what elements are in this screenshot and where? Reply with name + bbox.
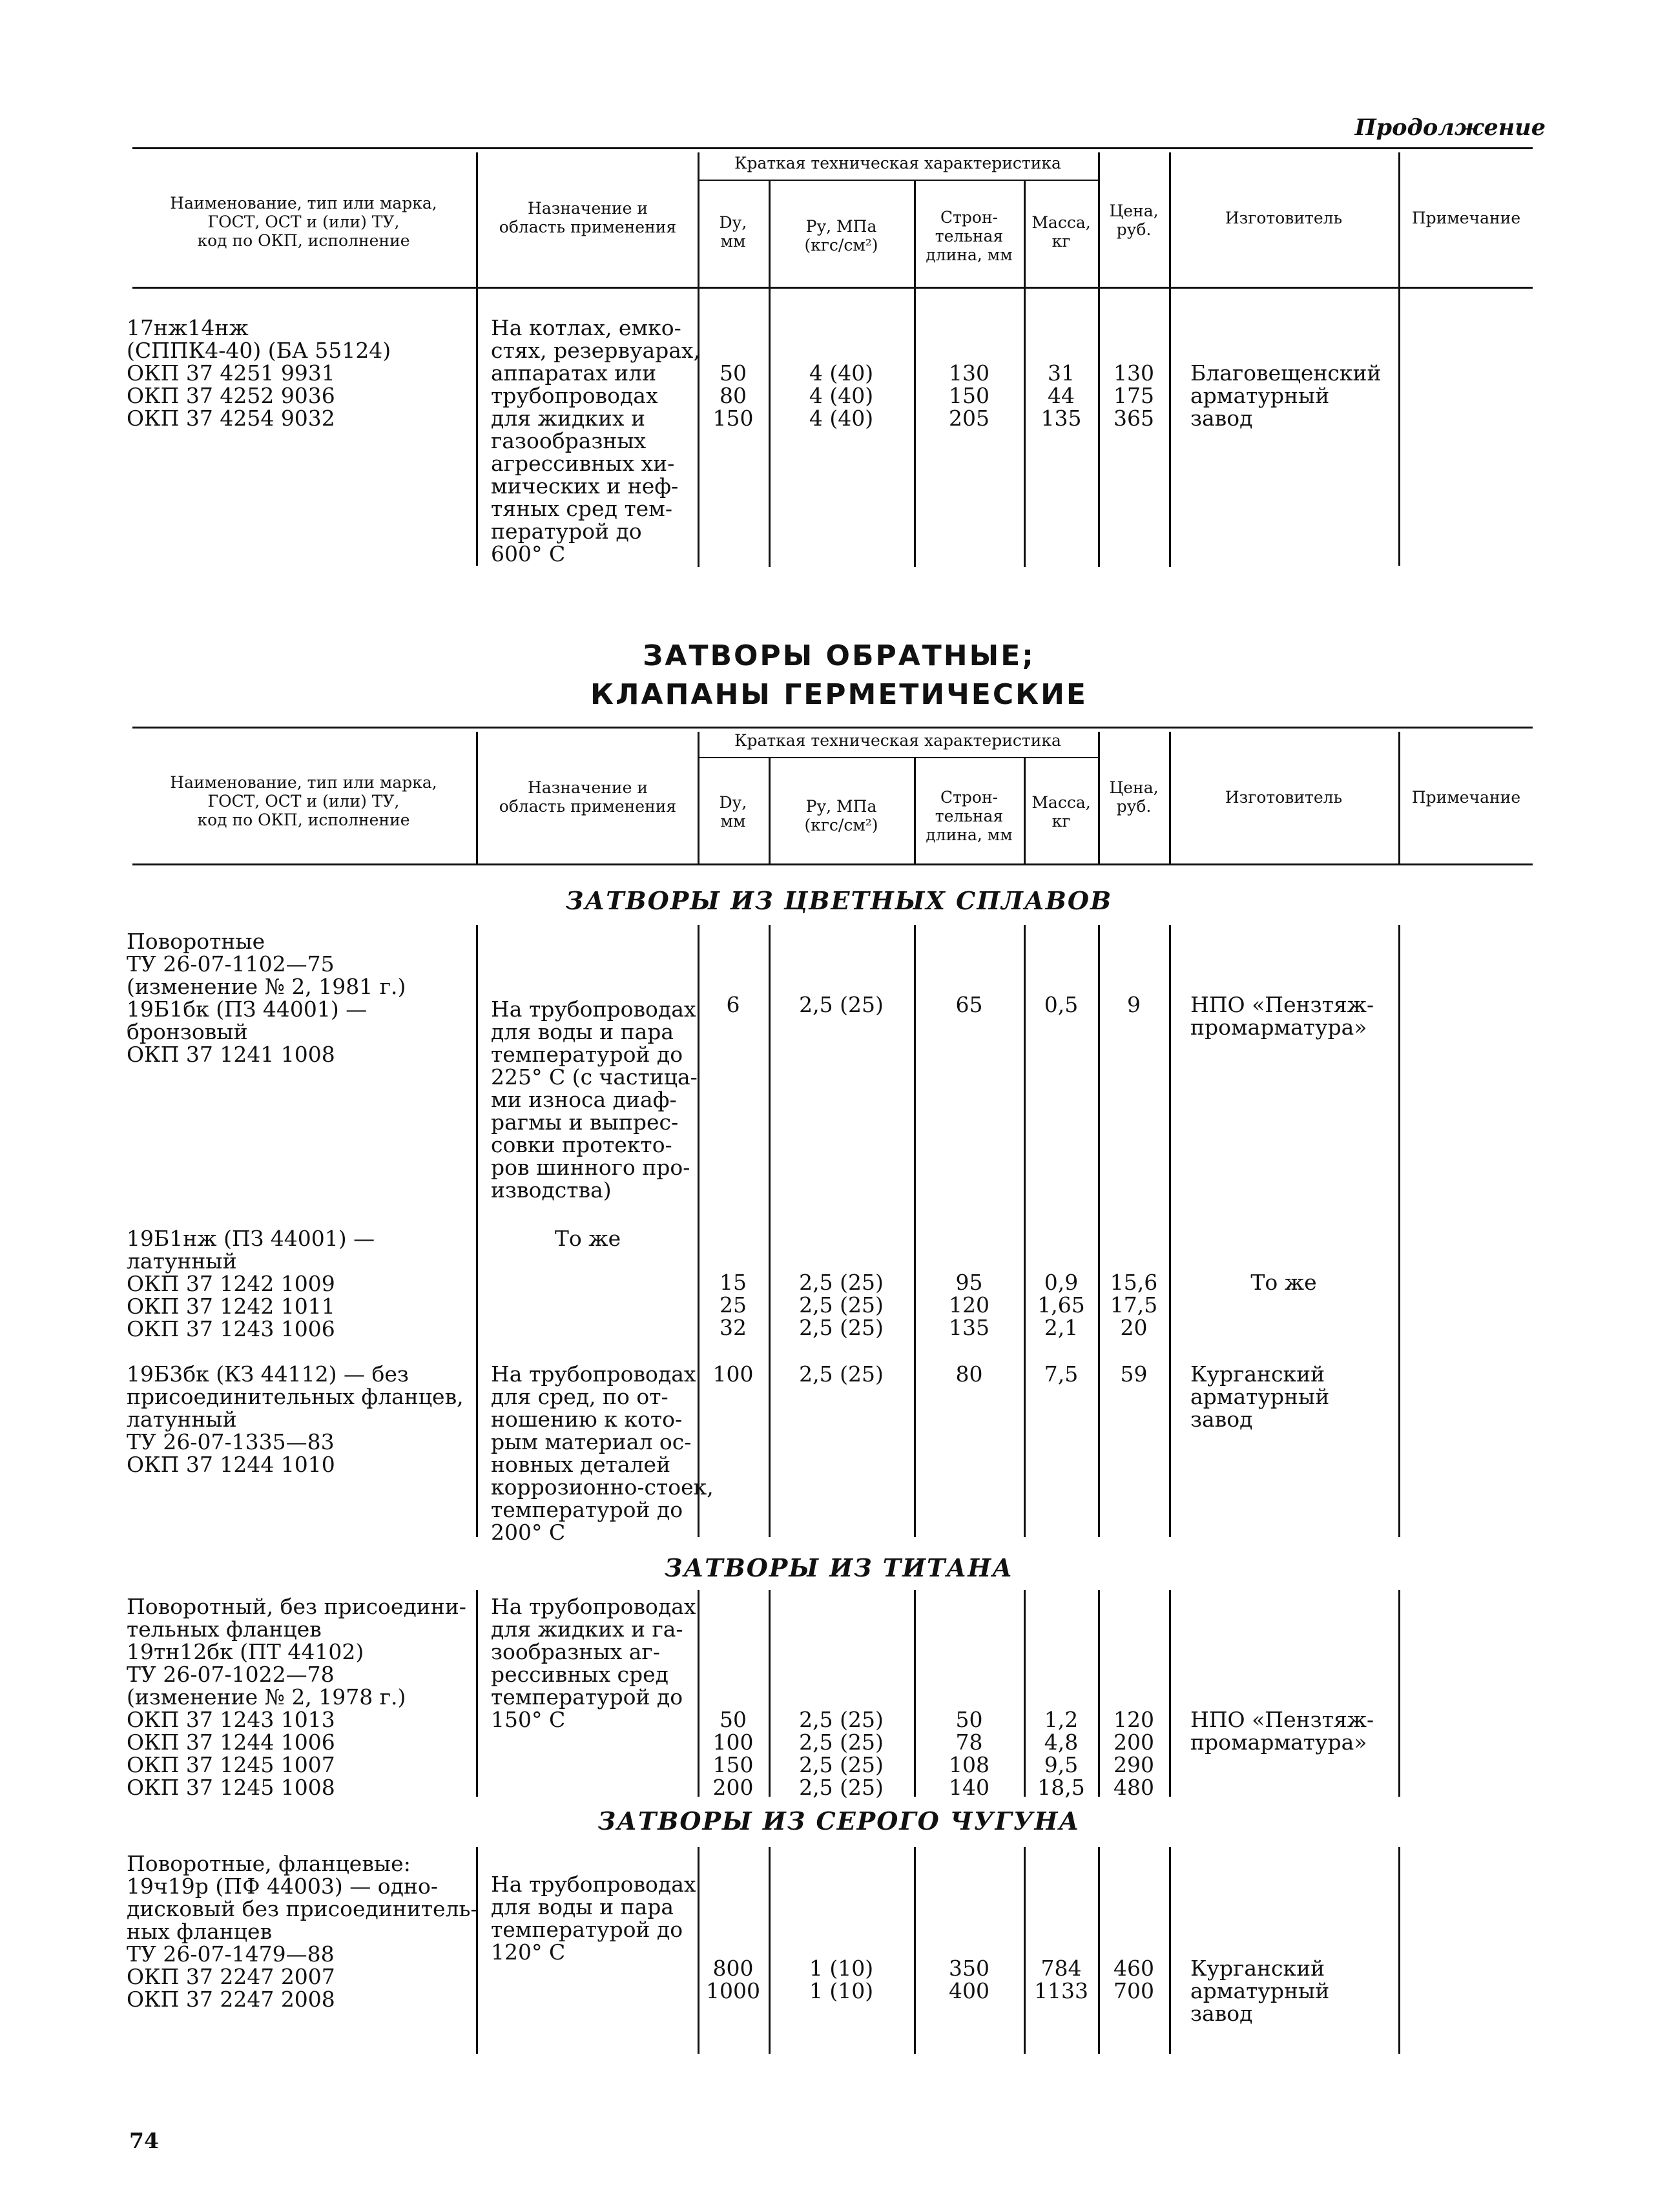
row1-maker: НПО «Пензтяж- промарматура» (1190, 992, 1374, 1040)
row1-dy: 6 (726, 992, 740, 1017)
row2-mass: 0,9 1,65 2,1 (1037, 1270, 1085, 1340)
row5-purpose: На трубопроводах для воды и пара температурой до 120° С (491, 1872, 696, 1965)
row5-maker: Курганский арматурный завод (1190, 1956, 1330, 2026)
row3-purpose: На трубопроводах для сред, по от- ношению к кото- рым материал ос- новных деталей коррозионно-стоек, температурой до 200° С (491, 1361, 714, 1545)
row3-name: 19Б3бк (КЗ 44112) — без присоединительных фланцев, латунный ТУ 26-07-1335—83 ОКП 37 1244 1010 (127, 1361, 464, 1477)
section-grey-iron: ЗАТВОРЫ ИЗ СЕРОГО ЧУГУНА (597, 1806, 1081, 1835)
header-tech: Краткая техническая характеристика (734, 154, 1061, 172)
row5-length: 350 400 (949, 1956, 989, 2003)
row5-mass: 784 1133 (1034, 1956, 1088, 2003)
header2-price: Цена, руб. (1109, 778, 1159, 816)
header2-length: Строн- тельная длина, мм (926, 788, 1013, 844)
row2-name: 19Б1нж (ПЗ 44001) — латунный ОКП 37 1242 1009 ОКП 37 1242 1011 ОКП 37 1243 1006 (127, 1226, 375, 1341)
header2-mass: Масса, кг (1031, 793, 1091, 831)
row3-price: 59 (1120, 1361, 1148, 1387)
header-name: Наименование, тип или марка, ГОСТ, ОСТ и (или) ТУ, код по ОКП, исполнение (170, 194, 437, 250)
row0-name: 17нж14нж (СППК4-40) (БА 55124) ОКП 37 4251 9931 ОКП 37 4252 9036 ОКП 37 4254 9032 (127, 315, 391, 431)
row4-price: 120 200 290 480 (1113, 1707, 1154, 1800)
header2-purpose: Назначение и область применения (499, 778, 677, 816)
row3-length: 80 (955, 1361, 983, 1387)
row1-purpose: На трубопроводах для воды и пара температурой до 225° С (с частица- ми износа диаф- рагмы и выпрес- совки протекто- ров шинного про- изводства) (491, 997, 698, 1203)
row0-dy: 50 80 150 (712, 360, 754, 431)
row4-py: 2,5 (25) 2,5 (25) 2,5 (25) 2,5 (25) (799, 1707, 884, 1800)
row1-py: 2,5 (25) (799, 992, 884, 1017)
header2-tech: Краткая техническая характеристика (734, 731, 1061, 750)
header-note: Примечание (1411, 209, 1521, 227)
row0-mass: 31 44 135 (1041, 360, 1082, 431)
row5-dy: 800 1000 (706, 1956, 760, 2003)
header2-name: Наименование, тип или марка, ГОСТ, ОСТ и (или) ТУ, код по ОКП, исполнение (170, 773, 437, 829)
row2-maker: То же (1250, 1270, 1317, 1295)
header-dy: Dу, мм (719, 213, 747, 251)
row1-price: 9 (1127, 992, 1141, 1017)
row5-py: 1 (10) 1 (10) (809, 1956, 874, 2003)
row4-length: 50 78 108 140 (949, 1707, 989, 1800)
row3-maker: Курганский арматурный завод (1190, 1361, 1330, 1432)
row5-price: 460 700 (1113, 1956, 1154, 2003)
row3-dy: 100 (712, 1361, 754, 1387)
header-price: Цена, руб. (1109, 202, 1159, 239)
row0-price: 130 175 365 (1113, 360, 1154, 431)
section-titanium: ЗАТВОРЫ ИЗ ТИТАНА (664, 1553, 1014, 1582)
row4-maker: НПО «Пензтяж- промарматура» (1190, 1707, 1374, 1755)
row4-purpose: На трубопроводах для жидких и га- зообразных аг- рессивных сред температурой до 150° С (491, 1594, 696, 1732)
row2-py: 2,5 (25) 2,5 (25) 2,5 (25) (799, 1270, 884, 1340)
section-title-line2: КЛАПАНЫ ГЕРМЕТИЧЕСКИЕ (590, 678, 1088, 711)
header2-note: Примечание (1411, 788, 1521, 807)
page-number: 74 (129, 2128, 159, 2153)
header2-maker: Изготовитель (1225, 788, 1343, 807)
row2-length: 95 120 135 (949, 1270, 989, 1340)
row0-length: 130 150 205 (949, 360, 989, 431)
header-purpose: Назначение и область применения (499, 199, 677, 236)
row0-purpose: На котлах, емко- стях, резервуарах, аппаратах или трубопроводах для жидких и газообразных агрессивных хи- мических и неф- тяных сред тем- пературой до 600° С (491, 315, 701, 566)
row0-maker: Благовещенский арматурный завод (1190, 360, 1382, 431)
row4-mass: 1,2 4,8 9,5 18,5 (1037, 1707, 1085, 1800)
row2-purpose: То же (554, 1226, 621, 1251)
continuation-label: Продолжение (1354, 114, 1546, 141)
row1-length: 65 (955, 992, 983, 1017)
row4-name: Поворотный, без присоедини- тельных фланцев 19тн12бк (ПТ 44102) ТУ 26-07-1022—78 (изменение № 2, 1978 г.) ОКП 37 1243 1013 ОКП 37 1244 1006 ОКП 37 1245 1007 ОКП 37 1245 1008 (127, 1594, 466, 1800)
header2-py: Pу, МПа (кгс/см²) (804, 797, 878, 834)
row3-mass: 7,5 (1044, 1361, 1079, 1387)
header-maker: Изготовитель (1225, 209, 1343, 227)
section-nonferrous: ЗАТВОРЫ ИЗ ЦВЕТНЫХ СПЛАВОВ (565, 886, 1113, 915)
row5-name: Поворотные, фланцевые: 19ч19р (ПФ 44003) — одно- дисковый без присоединитель- ных фланцев ТУ 26-07-1479—88 ОКП 37 2247 2007 ОКП 37 2247 2008 (127, 1851, 478, 2012)
header2-dy: Dу, мм (719, 793, 747, 831)
row2-price: 15,6 17,5 20 (1110, 1270, 1158, 1340)
row4-dy: 50 100 150 200 (712, 1707, 754, 1800)
row0-py: 4 (40) 4 (40) 4 (40) (809, 360, 874, 431)
header-mass: Масса, кг (1031, 213, 1091, 251)
row1-name: Поворотные ТУ 26-07-1102—75 (изменение № 2, 1981 г.) 19Б1бк (ПЗ 44001) — бронзовый ОКП 37 1241 1008 (127, 929, 406, 1067)
section-title-line1: ЗАТВОРЫ ОБРАТНЫЕ; (643, 639, 1035, 672)
header-length: Строн- тельная длина, мм (926, 208, 1013, 264)
row3-py: 2,5 (25) (799, 1361, 884, 1387)
header-py: Pу, МПа (кгс/см²) (804, 217, 878, 254)
row1-mass: 0,5 (1044, 992, 1079, 1017)
row2-dy: 15 25 32 (720, 1270, 747, 1340)
